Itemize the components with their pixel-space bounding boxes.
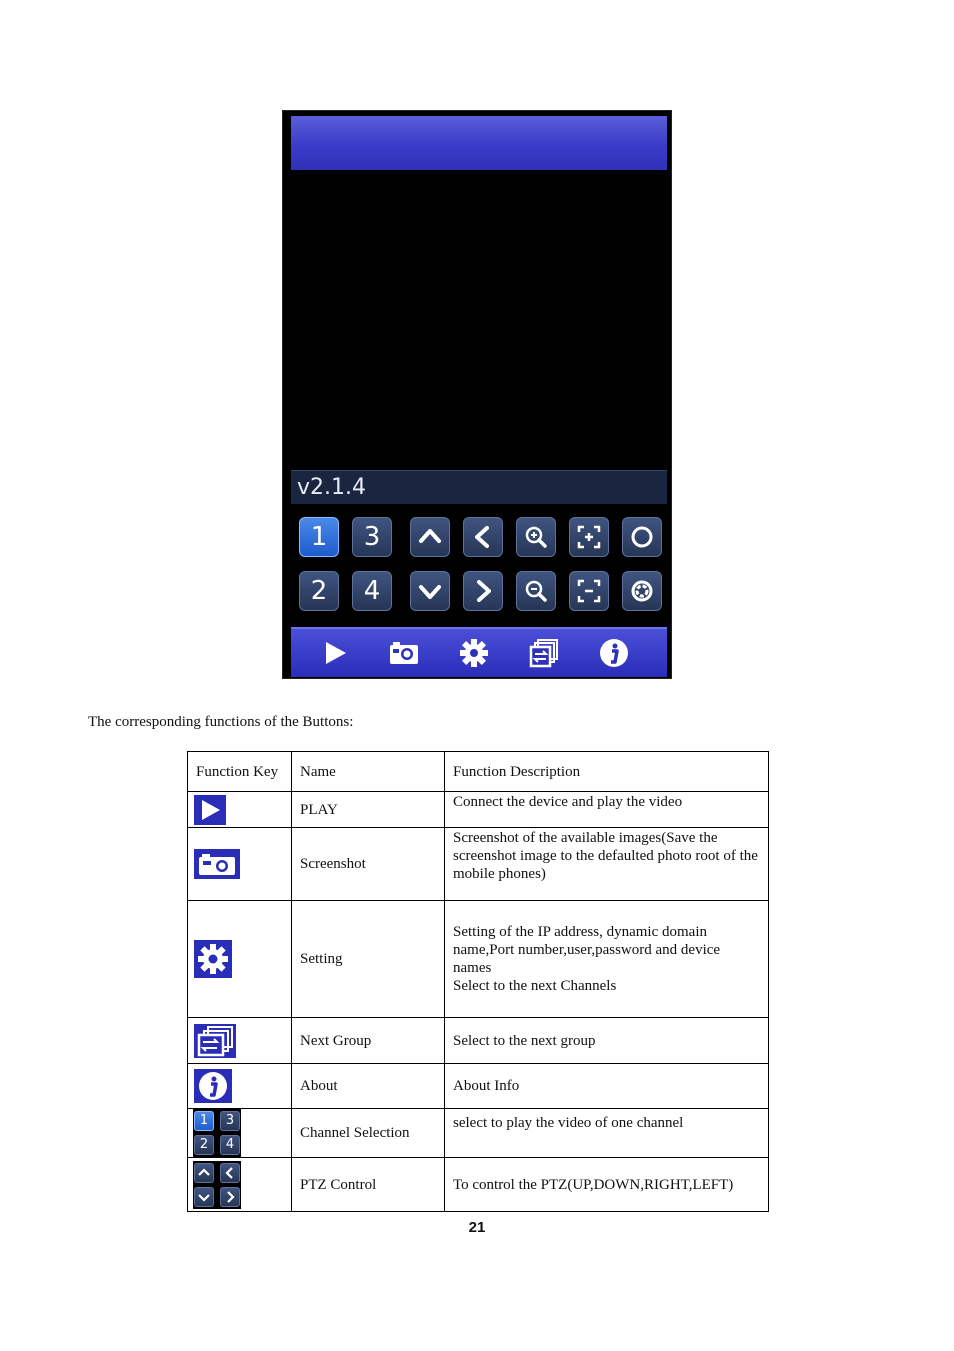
- focus-near-button[interactable]: [569, 517, 609, 557]
- play-button[interactable]: [319, 637, 353, 669]
- video-area: [291, 170, 667, 470]
- chevron-down-icon: [197, 1190, 211, 1204]
- mini-key-3: 3: [220, 1111, 240, 1131]
- ptz-up-button[interactable]: [410, 517, 450, 557]
- play-icon: [320, 637, 352, 669]
- focus-far-button[interactable]: [569, 571, 609, 611]
- name-cell: Screenshot: [292, 828, 445, 901]
- name-cell: About: [292, 1064, 445, 1109]
- next-group-icon: [528, 637, 560, 669]
- phone-bottom-toolbar: [291, 627, 667, 677]
- play-icon: [194, 795, 226, 825]
- name-cell: PLAY: [292, 792, 445, 828]
- iris-open-icon: [628, 523, 656, 551]
- description-cell: select to play the video of one channel: [453, 1115, 684, 1131]
- chevron-right-icon: [469, 577, 497, 605]
- header-function-description: Function Description: [445, 752, 769, 792]
- mini-key-1: 1: [194, 1111, 214, 1131]
- table-row: [188, 1018, 769, 1064]
- chevron-right-icon: [223, 1190, 237, 1204]
- table-row: [188, 1109, 769, 1158]
- iris-open-button[interactable]: [622, 517, 662, 557]
- chevron-up-icon: [197, 1166, 211, 1180]
- chevron-left-icon: [469, 523, 497, 551]
- phone-title-bar: [291, 116, 667, 170]
- zoom-in-icon: [522, 523, 550, 551]
- zoom-out-button[interactable]: [516, 571, 556, 611]
- phone-screenshot: [282, 110, 672, 679]
- mini-key-2: 2: [194, 1135, 214, 1155]
- iris-close-button[interactable]: [622, 571, 662, 611]
- mini-down-key: [194, 1187, 214, 1207]
- description-cell: Select to the next group: [453, 1032, 596, 1049]
- focus-plus-icon: [575, 523, 603, 551]
- channel-2-button[interactable]: 2: [299, 571, 339, 611]
- next-group-icon: [194, 1024, 236, 1058]
- name-cell: PTZ Control: [292, 1158, 445, 1212]
- about-button[interactable]: [597, 637, 631, 669]
- description-cell: Screenshot of the available images(Save the screenshot image to the defaulted photo root of the mobile phones): [453, 830, 758, 882]
- next-group-button[interactable]: [527, 637, 561, 669]
- gear-icon: [194, 940, 232, 978]
- mini-right-key: [220, 1187, 240, 1207]
- table-row: [188, 1064, 769, 1109]
- table-row: [188, 828, 769, 901]
- camera-icon: [194, 849, 240, 879]
- camera-icon: [388, 637, 420, 669]
- name-cell: Setting: [292, 901, 445, 1018]
- description-cell-extra: Select to the next Channels: [453, 978, 617, 994]
- channel-grid-icon: [193, 1109, 241, 1157]
- chevron-down-icon: [416, 577, 444, 605]
- header-name: Name: [292, 752, 445, 792]
- header-function-key: Function Key: [188, 752, 292, 792]
- iris-close-icon: [628, 577, 656, 605]
- mini-key-4: 4: [220, 1135, 240, 1155]
- name-cell: Channel Selection: [292, 1109, 445, 1158]
- table-header-row: [188, 752, 769, 792]
- mini-up-key: [194, 1163, 214, 1183]
- description-cell: About Info: [453, 1078, 520, 1094]
- ptz-right-button[interactable]: [463, 571, 503, 611]
- name-cell: Next Group: [292, 1018, 445, 1064]
- function-table: [187, 751, 769, 1212]
- zoom-out-icon: [522, 577, 550, 605]
- channel-4-button[interactable]: 4: [352, 571, 392, 611]
- description-cell: Setting of the IP address, dynamic domain name,Port number,user,password and device names: [453, 924, 721, 976]
- zoom-in-button[interactable]: [516, 517, 556, 557]
- setting-button[interactable]: [457, 637, 491, 669]
- description-cell: To control the PTZ(UP,DOWN,RIGHT,LEFT): [453, 1176, 734, 1193]
- control-grid: [297, 517, 663, 615]
- page-number: 21: [468, 1219, 486, 1236]
- mini-left-key: [220, 1163, 240, 1183]
- ptz-arrows-icon: [193, 1161, 241, 1209]
- table-row: [188, 1158, 769, 1212]
- channel-3-button[interactable]: 3: [352, 517, 392, 557]
- table-row: [188, 901, 769, 1018]
- info-icon: [194, 1069, 232, 1103]
- description-cell: Connect the device and play the video: [453, 794, 683, 810]
- version-label: v2.1.4: [291, 470, 667, 504]
- info-icon: [598, 637, 630, 669]
- gear-icon: [458, 637, 490, 669]
- focus-minus-icon: [575, 577, 603, 605]
- ptz-left-button[interactable]: [463, 517, 503, 557]
- chevron-up-icon: [416, 523, 444, 551]
- chevron-left-icon: [223, 1166, 237, 1180]
- screenshot-button[interactable]: [387, 637, 421, 669]
- table-row: [188, 792, 769, 828]
- ptz-down-button[interactable]: [410, 571, 450, 611]
- intro-text: The corresponding functions of the Buttons:: [88, 714, 354, 730]
- channel-1-button[interactable]: 1: [299, 517, 339, 557]
